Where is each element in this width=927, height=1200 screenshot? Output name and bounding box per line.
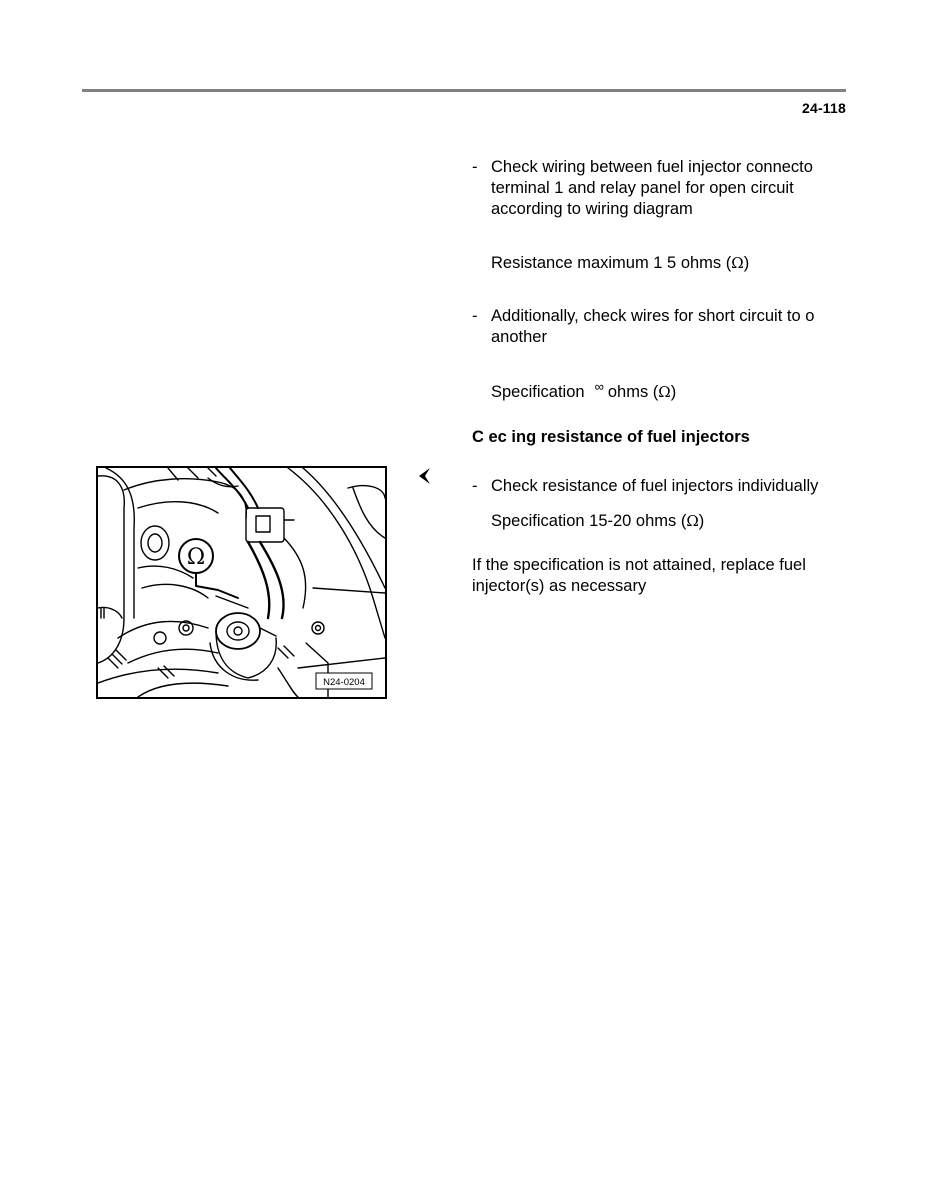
short-spec-label: Specification [491, 383, 585, 401]
step-dash: - [472, 158, 478, 176]
header-rule [82, 89, 846, 92]
resistance-spec [472, 253, 865, 274]
infinity-symbol: ∞ [594, 382, 604, 394]
ohm-symbol: Ω [658, 383, 671, 401]
engine-drawing [98, 468, 385, 697]
step-dash: - [472, 477, 478, 495]
short-spec-unit: ohms ( [607, 383, 659, 401]
short-spec [472, 382, 865, 403]
injector-spec-label: Specification 15-20 ohms ( [491, 512, 687, 530]
step-injector-line-1: Check resistance of fuel injectors individually [491, 477, 819, 495]
note-line-1: If the specification is not attained, replace fuel [472, 556, 806, 574]
step-wiring-line-2: terminal 1 and relay panel for open circuit [491, 179, 794, 197]
step-wiring [472, 157, 846, 220]
step-short-circuit [472, 306, 846, 348]
section-heading: C ec ing resistance of fuel injectors [472, 428, 750, 446]
figure-ohm-symbol: Ω [186, 545, 206, 570]
note-line-2: injector(s) as necessary [472, 577, 647, 595]
ohm-symbol: Ω [686, 512, 699, 530]
figure-label: N24-0204 [323, 677, 365, 688]
resistance-spec-close: ) [743, 254, 750, 272]
step-dash: - [472, 307, 478, 325]
resistance-spec-label: Resistance maximum 1 5 ohms ( [491, 254, 732, 272]
replace-note [472, 555, 846, 597]
injector-spec [472, 511, 865, 532]
step-injector [472, 476, 846, 497]
figure-pointer-icon [416, 466, 432, 486]
step-short-line-1: Additionally, check wires for short circuit to o [491, 307, 815, 325]
short-spec-close: ) [670, 383, 677, 401]
injector-spec-close: ) [698, 512, 705, 530]
step-wiring-line-3: according to wiring diagram [491, 200, 693, 218]
step-wiring-line-1: Check wiring between fuel injector connecto [491, 158, 813, 176]
page-number: 24-118 [801, 100, 846, 116]
engine-illustration [96, 466, 387, 699]
ohm-symbol: Ω [731, 254, 744, 272]
step-short-line-2: another [491, 328, 547, 346]
